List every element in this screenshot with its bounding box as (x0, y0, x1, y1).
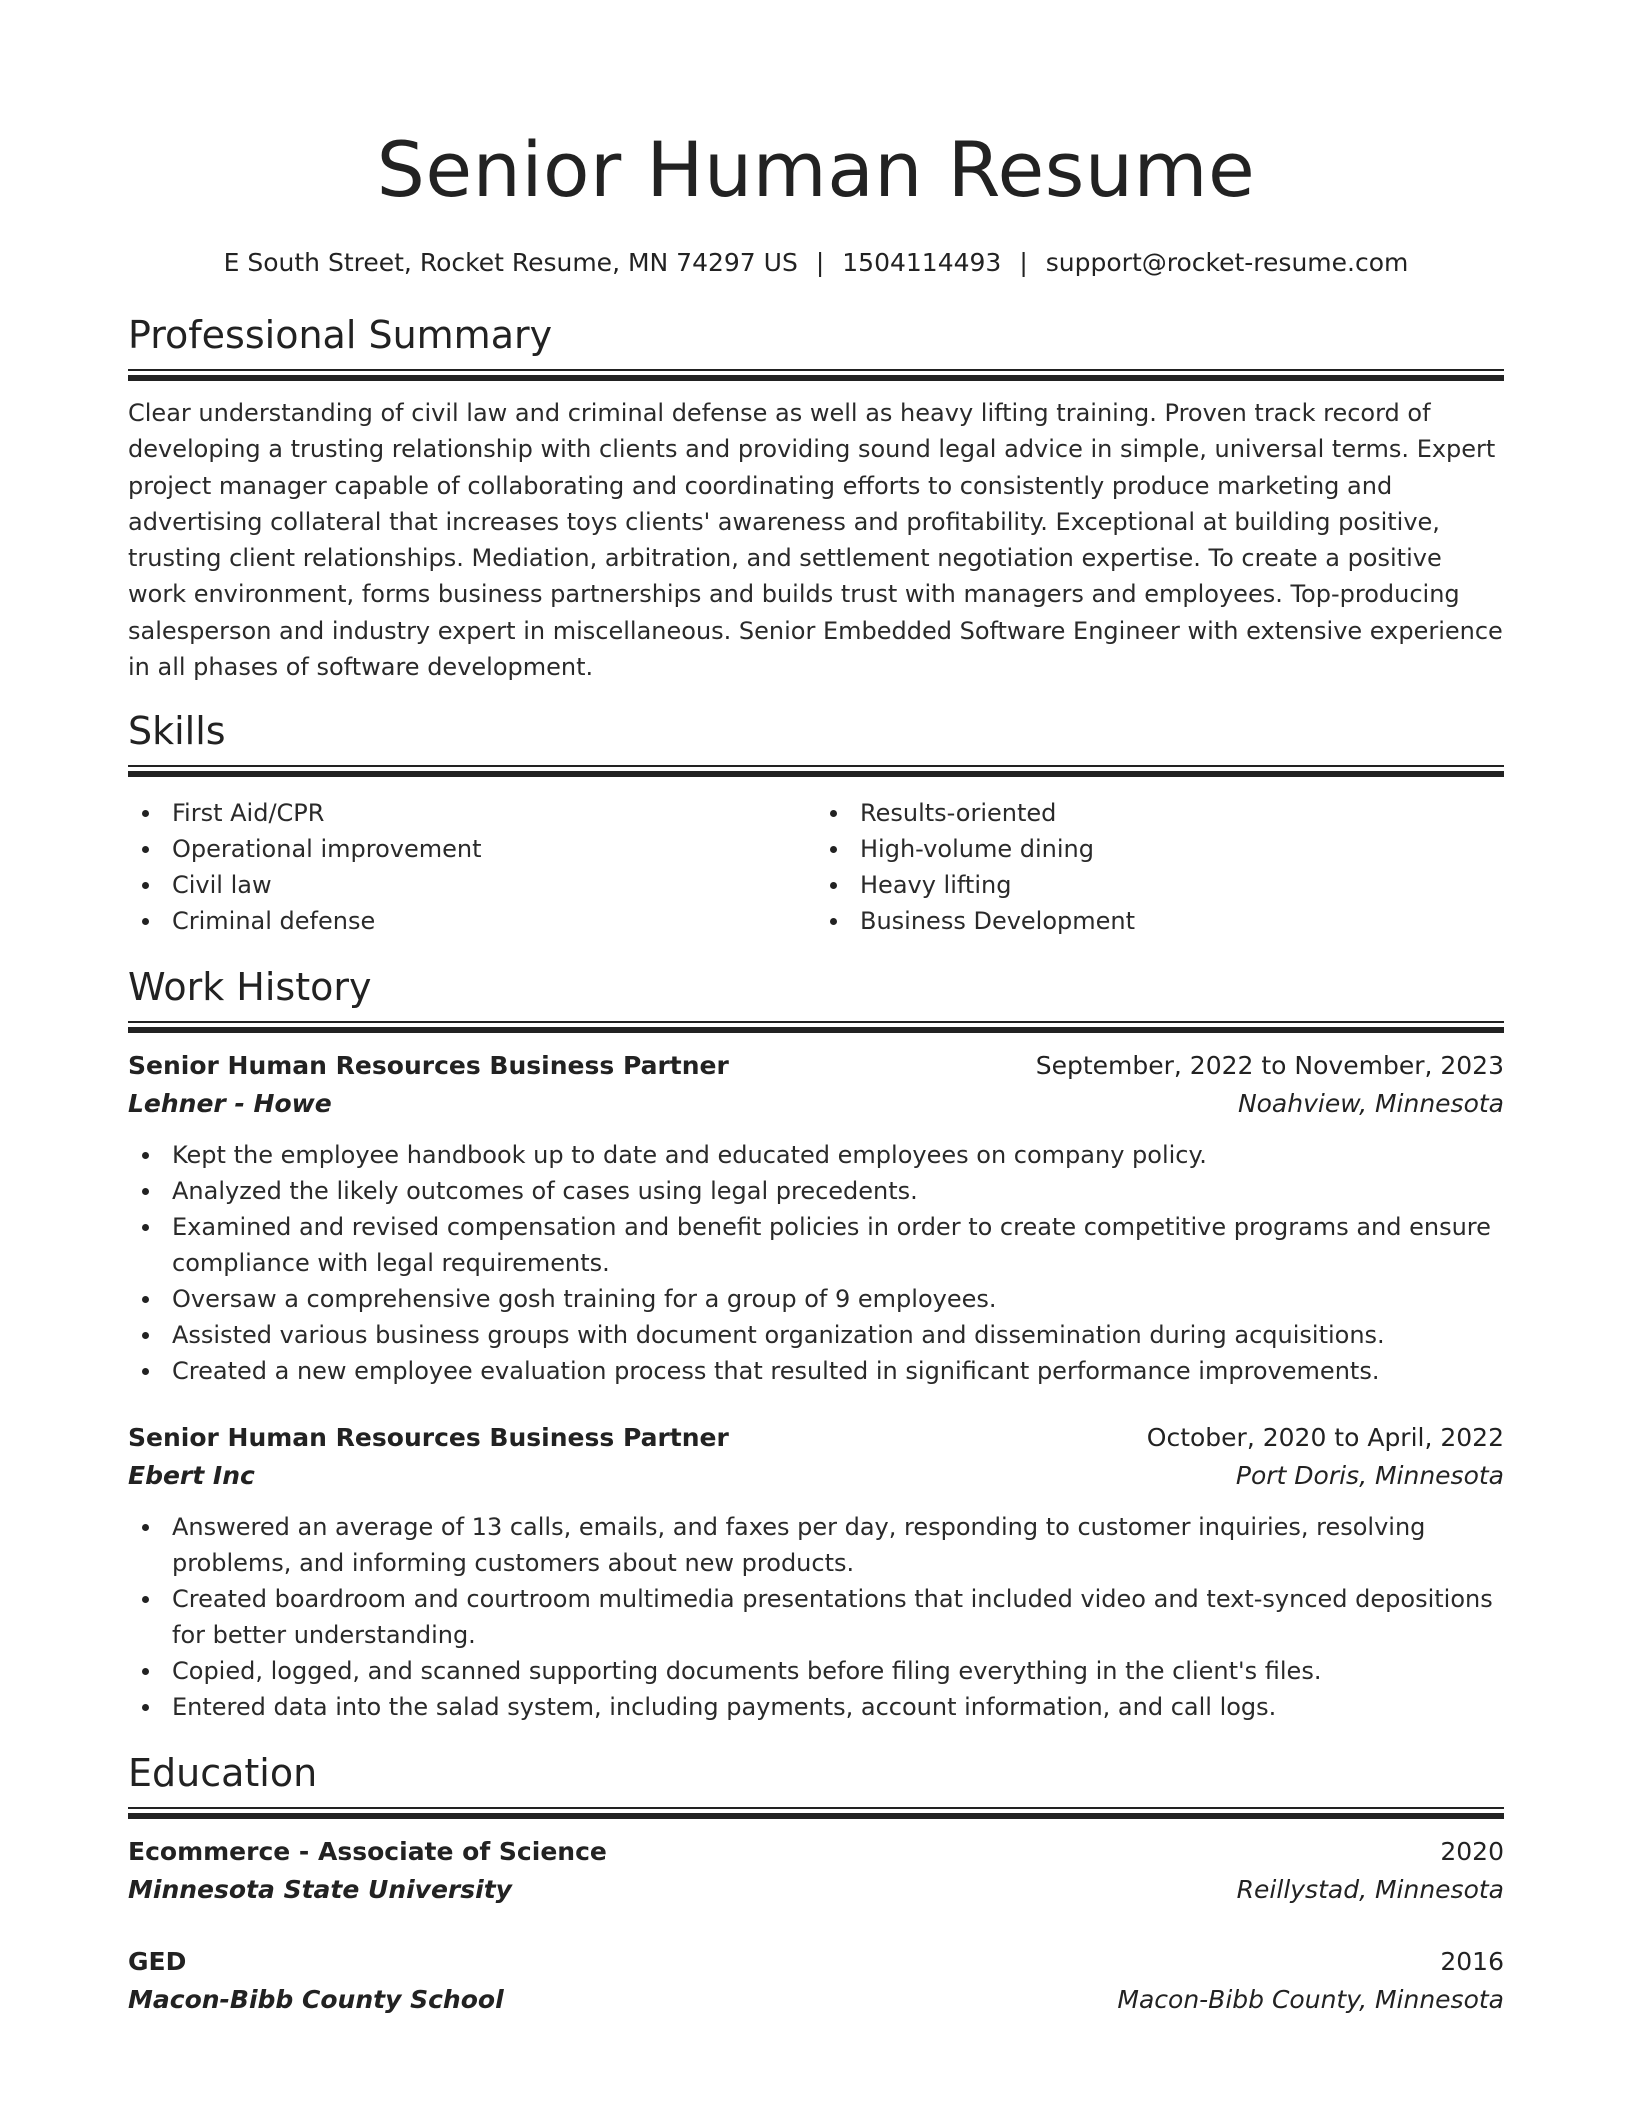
section-title-skills: Skills (128, 709, 226, 754)
education-school-row (128, 1871, 1504, 1909)
job-entry (128, 1419, 1504, 1725)
job-bullet: Created a new employee evaluation process that resulted in significant performance improvements. (128, 1353, 1504, 1389)
skills-section (128, 707, 1504, 939)
job-company: Ebert Inc (128, 1461, 255, 1491)
job-dates: September, 2022 to November, 2023 (1035, 1051, 1504, 1081)
resume-name: Senior Human Resume (376, 125, 1256, 214)
job-header-row (128, 1419, 1504, 1457)
job-bullet: Created boardroom and courtroom multimedia presentations that included video and text-synced depositions for better understanding. (128, 1581, 1504, 1653)
job-title: Senior Human Resources Business Partner (128, 1423, 729, 1453)
education-entry (128, 1833, 1504, 1909)
skills-column-left (128, 795, 816, 939)
job-bullet: Assisted various business groups with document organization and dissemination during acquisitions. (128, 1317, 1504, 1353)
work-section (128, 963, 1504, 1725)
job-company: Lehner - Howe (128, 1089, 332, 1119)
job-entry (128, 1047, 1504, 1389)
education-school: Macon-Bibb County School (128, 1985, 504, 2015)
section-divider (128, 369, 1504, 381)
section-title-work: Work History (128, 965, 372, 1010)
section-divider (128, 1021, 1504, 1033)
education-location: Reillystad, Minnesota (1236, 1875, 1504, 1905)
job-bullet: Copied, logged, and scanned supporting documents before filing everything in the client's files. (128, 1653, 1504, 1689)
job-dates: October, 2020 to April, 2022 (1146, 1423, 1504, 1453)
skill-item: Operational improvement (128, 831, 816, 867)
job-header-row (128, 1047, 1504, 1085)
education-header-row (128, 1943, 1504, 1981)
job-bullet: Analyzed the likely outcomes of cases using legal precedents. (128, 1173, 1504, 1209)
education-degree: Ecommerce - Associate of Science (128, 1837, 607, 1867)
education-entry (128, 1943, 1504, 2019)
section-divider (128, 765, 1504, 777)
education-year: 2016 (1440, 1947, 1504, 1977)
job-bullets (128, 1137, 1504, 1389)
summary-text: Clear understanding of civil law and criminal defense as well as heavy lifting training. Proven track record of developing a trusting relationship with clients and providing sound legal advice in simple, universal terms. Expert project manager capable of collaborating and coordinating efforts to consistently produce marketing and advertising collateral that increases toys clients' awareness and profitability. Exceptional at building positive, trusting client relationships. Mediation, arbitration, and settlement negotiation expertise. To create a positive work environment, forms business partnerships and builds trust with managers and employees. Top-producing salesperson and industry expert in miscellaneous. Senior Embedded Software Engineer with extensive experience in all phases of software development. (128, 399, 1503, 682)
contact-address: E South Street, Rocket Resume, MN 74297 US (223, 248, 798, 277)
contact-separator: | (815, 248, 825, 277)
skill-item: First Aid/CPR (128, 795, 816, 831)
job-location: Port Doris, Minnesota (1235, 1461, 1504, 1491)
contact-separator: | (1019, 248, 1028, 277)
contact-line (128, 246, 1504, 280)
job-location: Noahview, Minnesota (1237, 1089, 1504, 1119)
skill-item: High-volume dining (816, 831, 1504, 867)
section-divider (128, 1807, 1504, 1819)
section-title-education: Education (128, 1751, 318, 1796)
contact-phone: 1504114493 (842, 248, 1002, 277)
education-school-row (128, 1981, 1504, 2019)
skill-item: Business Development (816, 903, 1504, 939)
job-bullet: Examined and revised compensation and benefit policies in order to create competitive programs and ensure compliance with legal requirements. (128, 1209, 1504, 1281)
summary-section (128, 311, 1504, 685)
skills-grid (128, 795, 1504, 939)
education-school: Minnesota State University (128, 1875, 512, 1905)
skill-item: Civil law (128, 867, 816, 903)
skill-item: Criminal defense (128, 903, 816, 939)
education-section (128, 1749, 1504, 2019)
job-company-row (128, 1457, 1504, 1495)
education-degree: GED (128, 1947, 187, 1977)
education-year: 2020 (1440, 1837, 1504, 1867)
job-bullets (128, 1509, 1504, 1725)
section-title-summary: Professional Summary (128, 313, 553, 357)
skills-column-right (816, 795, 1504, 939)
job-bullet: Answered an average of 13 calls, emails, and faxes per day, responding to customer inquiries, resolving problems, and informing customers about new products. (128, 1509, 1504, 1581)
job-bullet: Kept the employee handbook up to date and educated employees on company policy. (128, 1137, 1504, 1173)
job-bullet: Oversaw a comprehensive gosh training for a group of 9 employees. (128, 1281, 1504, 1317)
contact-email[interactable]: support@rocket-resume.com (1045, 248, 1409, 277)
education-location: Macon-Bibb County, Minnesota (1117, 1985, 1504, 2015)
skill-item: Heavy lifting (816, 867, 1504, 903)
skill-item: Results-oriented (816, 795, 1504, 831)
education-header-row (128, 1833, 1504, 1871)
job-company-row (128, 1085, 1504, 1123)
job-bullet: Entered data into the salad system, including payments, account information, and call logs. (128, 1689, 1504, 1725)
job-title: Senior Human Resources Business Partner (128, 1051, 729, 1081)
